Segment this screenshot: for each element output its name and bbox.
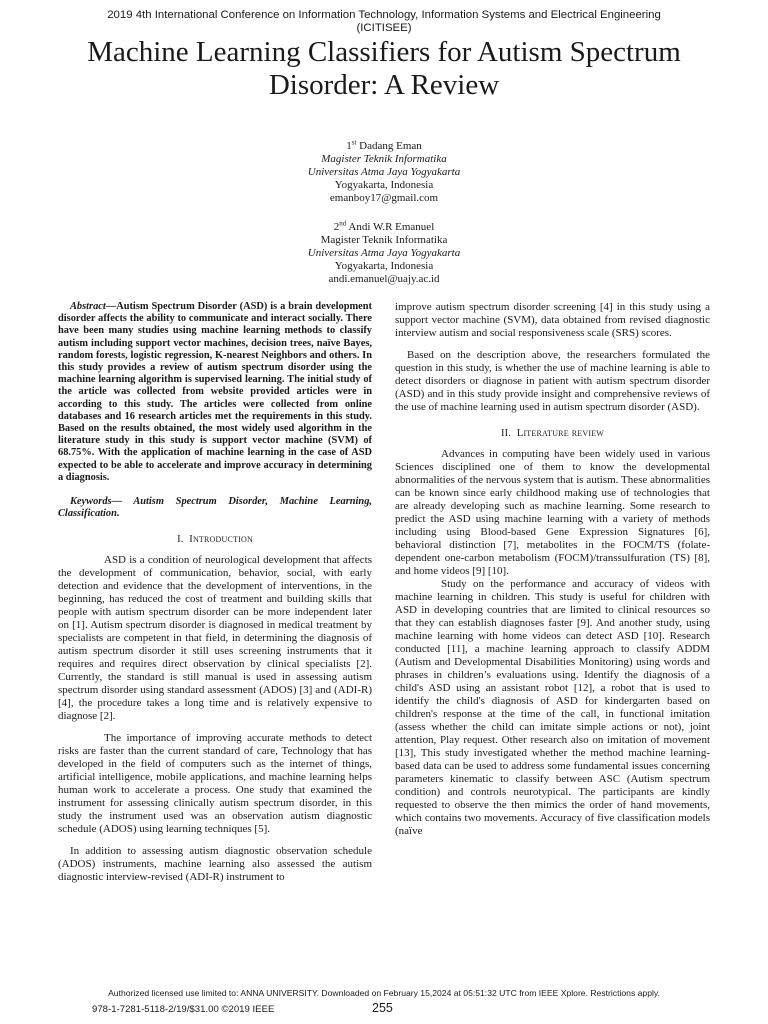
conference-name: 2019 4th International Conference on Information Technology, Information Systems and Electrical Engineering (107, 9, 661, 21)
conference-header (40, 9, 728, 35)
authorized-use-notice: Authorized licensed use limited to: ANNA UNIVERSITY. Downloaded on February 15,2024 at 05:51:32 UTC from IEEE Xplore. Restrictions apply. (108, 988, 660, 998)
section-number: I. (177, 534, 184, 546)
author-university: Universitas Atma Jaya Yogyakarta (307, 166, 461, 178)
literature-paragraph-2: Study on the performance and accuracy of videos with machine learning in children. This study is useful for children with ASD in developing countries that are limited to clinical resources so that they can establish diagnoses faster [9]. And another study, using machine learning with home videos can detect ASD [10]. Research conducted [11], a machine learning approach to classify ADDM (Autism and Developmental Disabilities Monitoring) using words and phrases in children’s evaluations using. Identify the diagnosis of a child's ASD using an assistant robot [12], a robot that is used to identify the child's diagnosis of ASD for kindergarten based on children's response at the time of the call, in functional imitation (assess whether the child can imitate simple actions or not), joint attention, Play request. Other research also on imitation of movement [13], This study investigated whether the method machine learning-based data can be used to address some fundamental issues concerning parameters kinematic to classify between ASC (Autism spectrum condition) and controls neurotypical. The participants are kindly requested to observe the then mimics the order of hand movements, which contains two movements. Accuracy of five classification models (naïve (395, 578, 710, 837)
abstract-text: Autism Spectrum Disorder (ASD) is a brain development disorder affects the ability to communicate and interact socially. There have been many studies using machine learning methods to classify autism including support vector machines, decision trees, naïve Bayes, random forests, logistic regression, K-nearest Neighbors and others. In this study provides a review of autism spectrum disorder using the machine learning algorithm is supervised learning. The initial study of the article was collected from website provided articles were in according to this study. The articles were collected from online databases and 16 research articles met the requirements in this study. Based on the results obtained, the most widely used algorithm in the literature study in this study is support vector machine (SVM) of 68.75%. With the application of machine learning in the case of ASD expected to be able to accelerate and improve accuracy in determining a diagnosis. (58, 301, 372, 483)
author-name (200, 221, 568, 234)
author-name-text: Andi W.R Emanuel (348, 221, 435, 233)
author-email: emanboy17@gmail.com (329, 192, 439, 204)
intro-paragraph-3: In addition to assessing autism diagnostic observation schedule (ADOS) instruments, machine learning also assessed the autism diagnostic interview-revised (ADI-R) instrument to (58, 845, 372, 884)
author-city: Yogyakarta, Indonesia (334, 260, 434, 272)
author-ordinal-suffix: nd (339, 219, 347, 228)
author-city: Yogyakarta, Indonesia (334, 179, 434, 191)
intro-paragraph-2: The importance of improving accurate methods to detect risks are faster than the current standard of care, Technology that has developed in the field of computers such as the internet of things, artificial intelligence, mobile applications, and machine learning helps human work to accelerate a process. One study that examined the instrument for assessing clinically autism spectrum disorder, in this study the instrument used was an observation autism diagnostic schedule (ADOS) using learning techniques [5]. (58, 732, 372, 836)
keywords-text: Autism Spectrum Disorder, Machine Learning, Classification. (58, 496, 372, 520)
section-heading-introduction (58, 533, 372, 546)
author-university: Universitas Atma Jaya Yogyakarta (307, 247, 461, 259)
isbn-copyright: 978-1-7281-5118-2/19/$31.00 ©2019 IEEE (92, 1004, 275, 1015)
author-email: andi.emanuel@uajy.ac.id (328, 273, 440, 285)
section-title-rest: iterature review (523, 427, 605, 439)
author-name (200, 140, 568, 153)
literature-paragraph-1: Advances in computing have been widely used in various Sciences disciplined one of them to know the developmental abnormalities of the nervous system that is autism. These abnormalities can be known since early childhood making use of technologies that are already developing such as machine learning. Some research to predict the ASD using machine learning with a variety of methods including using Blood-based Gene Expression Signatures [6], behavioral distinction [7], metabolites in the FOCM/TS (folate-dependent one-carbon metabolism (FOCM)/transsulfuration (TS) [8], and home videos [9] [10]. (395, 448, 710, 577)
left-column (58, 301, 372, 893)
author-department: Magister Teknik Informatika (321, 153, 447, 165)
section-initial: I (189, 534, 193, 546)
section-initial: L (516, 428, 524, 439)
author-ordinal: 1 (346, 140, 352, 152)
paper-title (30, 36, 738, 102)
abstract-dash: — (105, 301, 117, 312)
section-heading-literature-review (395, 427, 710, 440)
intro-paragraph-3-continued: improve autism spectrum disorder screening [4] in this study using a support vector machine (SVM), data obtained from revised diagnostic interview autism and social responsiveness scale (SRS) scores. (395, 301, 710, 339)
keywords-dash: — (111, 496, 134, 508)
author-ordinal-suffix: st (351, 138, 357, 147)
right-column (395, 301, 710, 847)
author-department: Magister Teknik Informatika (320, 234, 448, 246)
keywords-label: Keywords (70, 496, 112, 508)
conference-acronym: (ICITISEE) (356, 22, 412, 34)
author-name-text: Dadang Eman (359, 140, 422, 152)
author-block-1 (200, 140, 568, 205)
author-ordinal: 2 (333, 221, 340, 233)
keywords (58, 496, 372, 520)
section-number: II. (500, 428, 512, 439)
section-title-rest: ntroduction (192, 533, 253, 546)
abstract (58, 301, 372, 484)
paper-title-line2: Disorder: A Review (268, 69, 500, 101)
page-number: 255 (372, 1001, 393, 1015)
abstract-label: Abstract (70, 301, 106, 312)
paper-title-line1: Machine Learning Classifiers for Autism Spectrum (87, 36, 681, 68)
intro-paragraph-4: Based on the description above, the researchers formulated the question in this study, is whether the use of machine learning is able to detect disorders or diagnose in patient with autism spectrum disorder (ASD) and in this study provide insight and comprehensive reviews of the use of machine learning used in autism spectrum disorder (ASD). (395, 349, 710, 413)
intro-paragraph-1: ASD is a condition of neurological development that affects the development of communication, behavior, social, with early detection and evidence that the development of interventions, in the beginning, has reduced the cost of treatment and building skills that people with autism spectrum disorder can be more independent later on [1]. Autism spectrum disorder is diagnosed in medical treatment by specialists are competent in that field, in determining the diagnosis of autism spectrum disorder it still uses screening instruments that it requires and requires direct observation by clinical specialists [2]. Currently, the standard is still manual is used in assessing autism spectrum disorder using standard assessment (ADOS) [3] and (ADI-R) [4], the procedure takes a long time and is relatively expensive to diagnose [2]. (58, 554, 372, 723)
author-block-2 (200, 221, 568, 286)
